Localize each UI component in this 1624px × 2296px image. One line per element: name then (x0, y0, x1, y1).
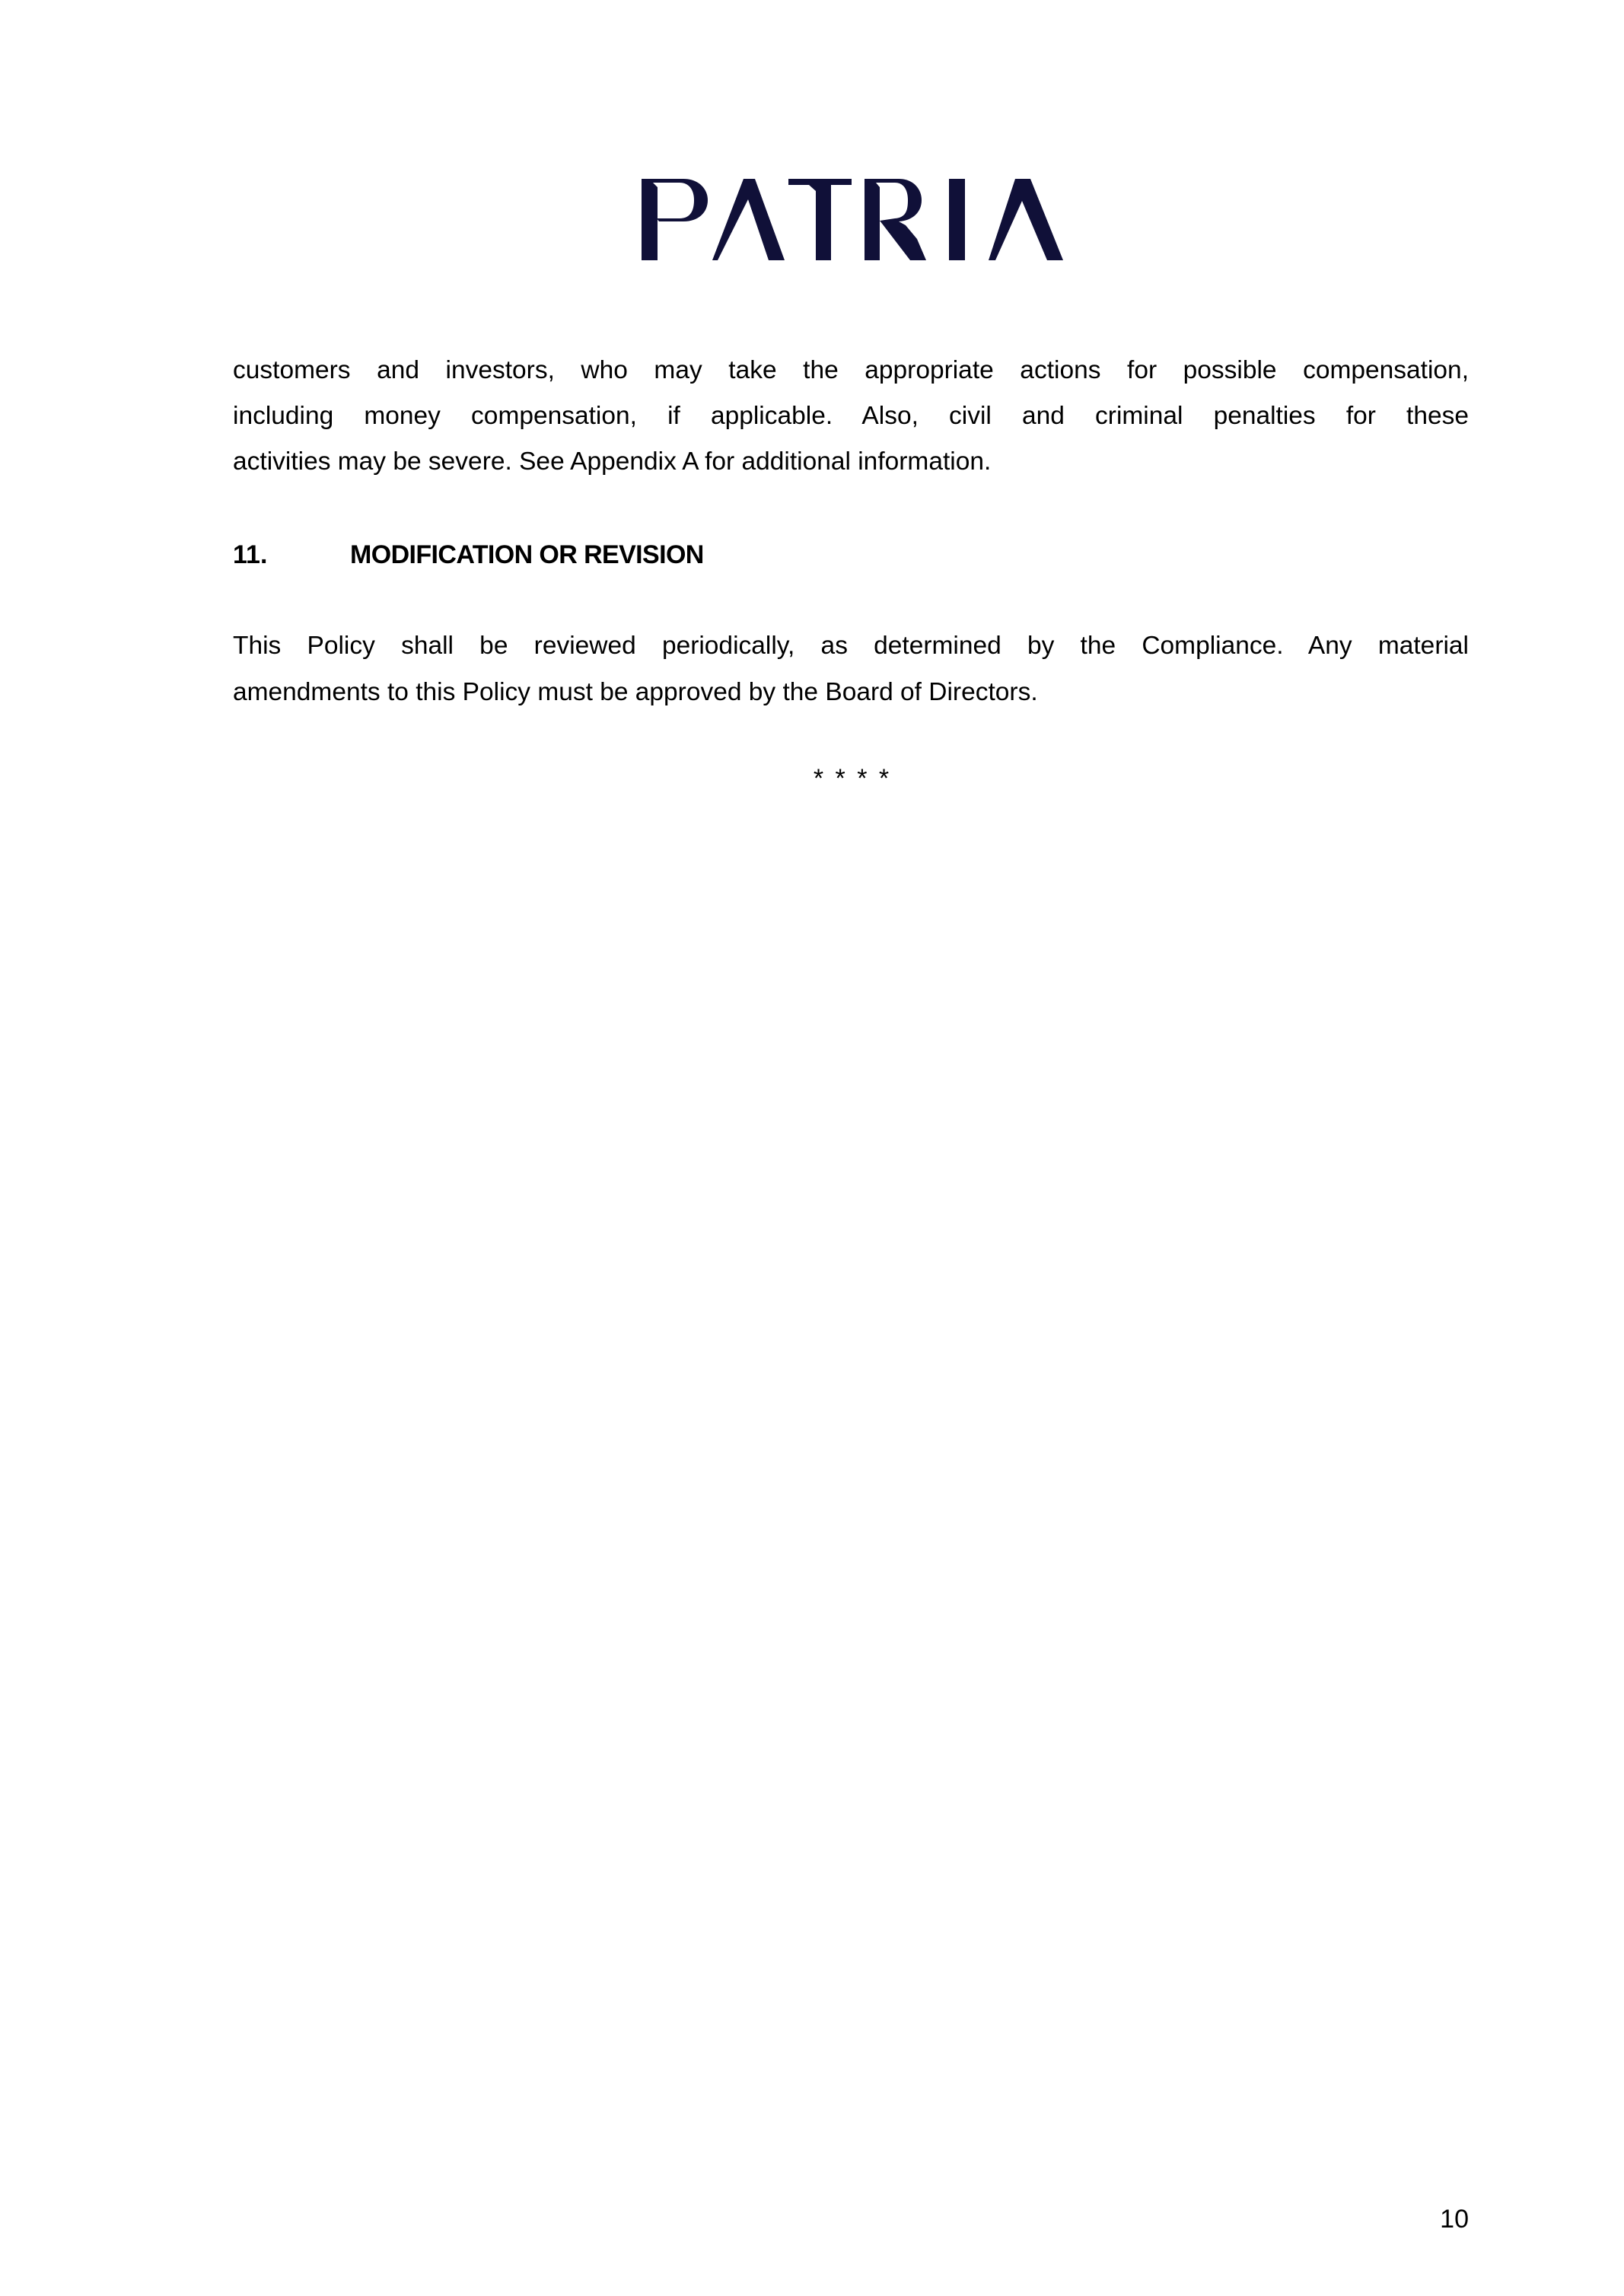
paragraph-line: activities may be severe. See Appendix A for additional information. (233, 447, 992, 476)
paragraph-line: This Policy shall be reviewed periodically, as determined by the Compliance. Any material (233, 632, 1469, 660)
paragraph-line: customers and investors, who may take the appropriate actions for possible compensation, (233, 356, 1469, 384)
page-number: 10 (1440, 2205, 1469, 2234)
end-of-section-marker: * * * * (813, 764, 892, 793)
patria-logo (642, 179, 1063, 260)
paragraph-line: including money compensation, if applicable. Also, civil and criminal penalties for these (233, 402, 1469, 430)
paragraph-line: amendments to this Policy must be approved by the Board of Directors. (233, 678, 1038, 706)
section-number: 11. (233, 540, 268, 569)
section-title: MODIFICATION OR REVISION (350, 540, 704, 569)
patria-logo-icon (642, 179, 1063, 260)
